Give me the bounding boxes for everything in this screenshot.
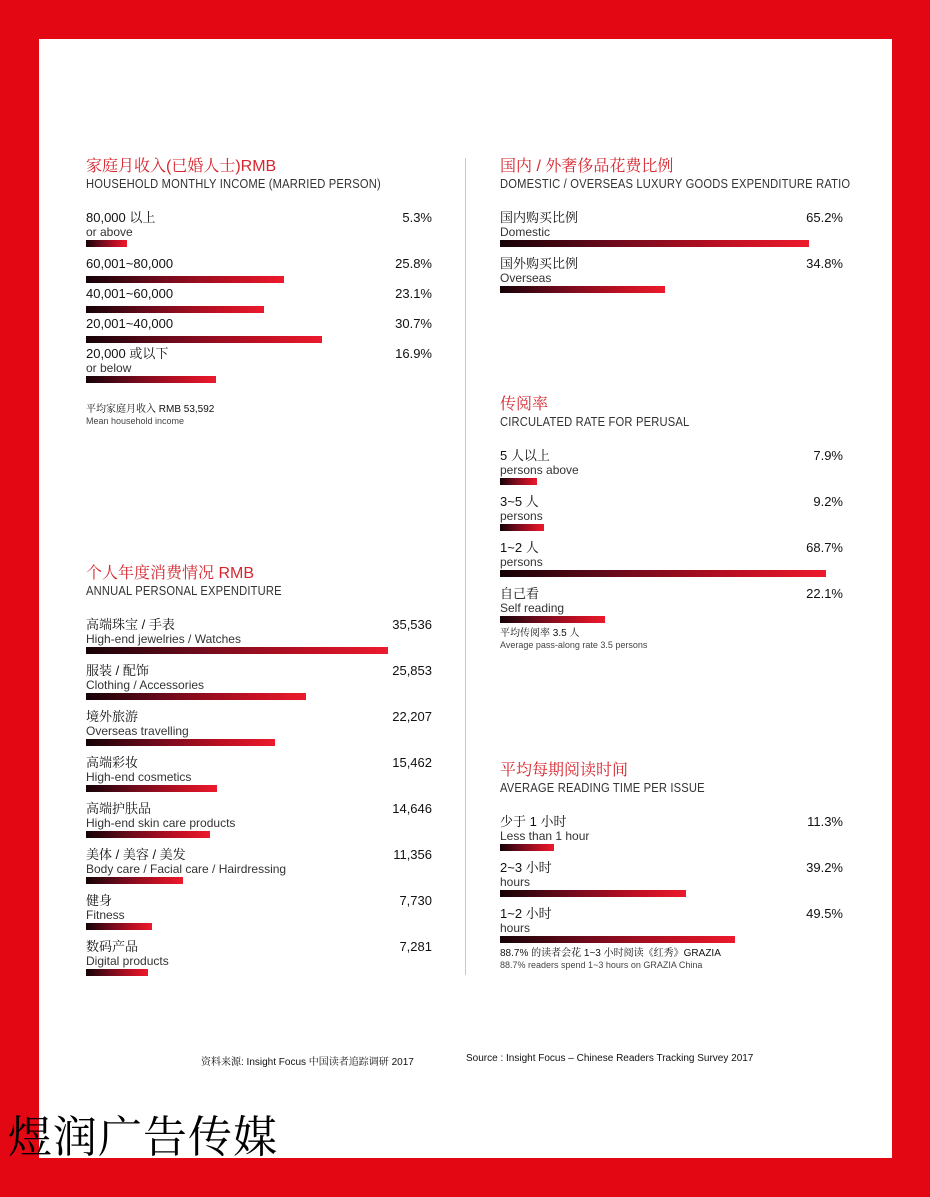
data-label: 7,730 [399, 893, 432, 908]
data-label: 16.9% [395, 346, 432, 361]
category-label-en: High-end jewelries / Watches [86, 632, 241, 646]
bar-item [500, 494, 843, 523]
chart-subtitle: HOUSEHOLD MONTHLY INCOME (MARRIED PERSON) [86, 176, 381, 191]
data-label: 22.1% [806, 586, 843, 601]
bar [86, 785, 217, 792]
source-zh: 资料来源: Insight Focus 中国读者追踪调研 2017 [201, 1057, 414, 1068]
bar-item [86, 346, 432, 375]
data-label: 7.9% [813, 448, 843, 463]
category-label-en: Overseas travelling [86, 724, 189, 738]
bar [500, 936, 735, 943]
category-label-zh: 40,001~60,000 [86, 286, 174, 301]
bar-item [500, 860, 843, 889]
category-label-zh: 5 人以上 [500, 448, 550, 463]
bar [86, 969, 148, 976]
bar [86, 276, 284, 283]
category-label-zh: 国内购买比例 [500, 210, 579, 225]
bar-item [500, 210, 843, 239]
category-label-zh: 数码产品 [86, 939, 139, 954]
chart-title: 平均每期阅读时间 [500, 762, 629, 779]
category-label-en: Self reading [500, 601, 565, 615]
bar-item [86, 939, 432, 968]
bar-item [500, 586, 843, 615]
chart-subtitle: ANNUAL PERSONAL EXPENDITURE [86, 583, 282, 598]
bar [500, 616, 605, 623]
data-label: 14,646 [392, 801, 432, 816]
data-label: 25,853 [392, 663, 432, 678]
category-label-en: Body care / Facial care / Hairdressing [86, 862, 287, 876]
bar-item [86, 755, 432, 784]
chart-note [500, 628, 647, 651]
data-label: 49.5% [806, 906, 843, 921]
bar-item [86, 617, 432, 646]
category-label-zh: 3~5 人 [500, 494, 539, 509]
bar-item [500, 906, 843, 935]
data-label: 30.7% [395, 316, 432, 331]
data-label: 35,536 [392, 617, 432, 632]
category-label-en: hours [500, 875, 531, 889]
category-label-zh: 20,000 或以下 [86, 346, 169, 361]
category-label-zh: 1~2 人 [500, 540, 539, 555]
bar-item [86, 709, 432, 738]
category-label-en: persons above [500, 463, 579, 477]
bar [500, 844, 554, 851]
category-label-zh: 2~3 小时 [500, 860, 552, 875]
category-label-en: or below [86, 361, 132, 375]
data-label: 11,356 [393, 847, 432, 862]
data-label: 15,462 [392, 755, 432, 770]
bar-item [500, 448, 843, 477]
note-zh: 平均家庭月收入 RMB 53,592 [86, 404, 215, 415]
column-divider [465, 158, 466, 975]
bar [500, 240, 809, 247]
category-label-en: persons [500, 509, 543, 523]
category-label-en: High-end cosmetics [86, 770, 192, 784]
bar [500, 890, 686, 897]
data-label: 9.2% [813, 494, 843, 509]
bar [86, 647, 388, 654]
source-en: Source : Insight Focus – Chinese Readers Tracking Survey 2017 [466, 1053, 754, 1064]
chart-title: 个人年度消费情况 RMB [86, 565, 255, 582]
bar [86, 831, 210, 838]
household-income-chart [86, 158, 432, 426]
data-label: 22,207 [392, 709, 432, 724]
bar [86, 376, 216, 383]
category-label-zh: 高端护肤品 [86, 801, 152, 816]
bar [500, 570, 826, 577]
bar [500, 286, 665, 293]
bar [86, 306, 264, 313]
category-label-en: hours [500, 921, 531, 935]
note-en: Mean household income [86, 416, 185, 426]
category-label-en: Fitness [86, 908, 125, 922]
data-label: 68.7% [806, 540, 843, 555]
category-label-en: Overseas [500, 271, 552, 285]
bar [86, 877, 183, 884]
category-label-zh: 少于 1 小时 [500, 814, 567, 829]
note-zh: 平均传阅率 3.5 人 [500, 628, 580, 639]
chart-note [86, 404, 214, 427]
bar-item [500, 256, 843, 285]
bar [86, 240, 127, 247]
watermark-text: 煜润广告传媒 [8, 1112, 278, 1163]
data-label: 34.8% [806, 256, 843, 271]
category-label-zh: 高端珠宝 / 手表 [86, 617, 175, 632]
category-label-en: Less than 1 hour [500, 829, 590, 843]
category-label-zh: 1~2 小时 [500, 906, 552, 921]
category-label-zh: 健身 [86, 893, 113, 908]
chart-note [500, 948, 721, 971]
data-label: 5.3% [402, 210, 432, 225]
circulation-rate-chart [500, 396, 846, 650]
bar-item [500, 540, 843, 569]
category-label-zh: 自己看 [500, 586, 540, 601]
reading-time-chart [500, 762, 846, 970]
bar [500, 478, 537, 485]
bar [86, 739, 275, 746]
data-label: 39.2% [806, 860, 843, 875]
bar [86, 336, 322, 343]
data-label: 11.3% [807, 814, 843, 829]
category-label-en: or above [86, 225, 133, 239]
category-label-zh: 国外购买比例 [500, 256, 579, 271]
data-label: 7,281 [399, 939, 432, 954]
category-label-en: Domestic [500, 225, 551, 239]
bar [86, 693, 306, 700]
bar-item [86, 847, 432, 876]
category-label-zh: 服装 / 配饰 [86, 663, 149, 678]
luxury-ratio-chart [500, 158, 851, 285]
data-label: 23.1% [395, 286, 432, 301]
category-label-zh: 80,000 以上 [86, 210, 156, 225]
bar [500, 524, 544, 531]
chart-title: 传阅率 [500, 396, 549, 413]
category-label-zh: 境外旅游 [86, 709, 139, 724]
chart-title: 国内 / 外奢侈品花费比例 [500, 158, 674, 175]
chart-subtitle: DOMESTIC / OVERSEAS LUXURY GOODS EXPENDITURE RATIO [500, 176, 851, 191]
data-label: 65.2% [806, 210, 843, 225]
bar-item [86, 256, 432, 271]
note-zh: 88.7% 的读者会花 1~3 小时阅读《红秀》GRAZIA [500, 948, 721, 959]
bar-item [86, 210, 432, 239]
category-label-en: Clothing / Accessories [86, 678, 205, 692]
bar-item [500, 814, 843, 843]
bar-item [86, 286, 432, 301]
bar-item [86, 316, 432, 331]
chart-title: 家庭月收入(已婚人士)RMB [86, 158, 277, 175]
category-label-zh: 美体 / 美容 / 美发 [86, 847, 186, 862]
category-label-zh: 20,001~40,000 [86, 316, 174, 331]
bar-item [86, 893, 432, 922]
category-label-en: persons [500, 555, 543, 569]
bar-item [86, 663, 432, 692]
category-label-en: Digital products [86, 954, 169, 968]
note-en: Average pass-along rate 3.5 persons [500, 640, 648, 650]
category-label-zh: 高端彩妆 [86, 755, 139, 770]
note-en: 88.7% readers spend 1~3 hours on GRAZIA China [500, 960, 703, 970]
category-label-en: High-end skin care products [86, 816, 236, 830]
category-label-zh: 60,001~80,000 [86, 256, 174, 271]
bar [86, 923, 152, 930]
chart-subtitle: CIRCULATED RATE FOR PERUSAL [500, 414, 690, 429]
chart-subtitle: AVERAGE READING TIME PER ISSUE [500, 780, 705, 795]
annual-expenditure-chart [86, 565, 432, 968]
bar-item [86, 801, 432, 830]
data-label: 25.8% [395, 256, 432, 271]
